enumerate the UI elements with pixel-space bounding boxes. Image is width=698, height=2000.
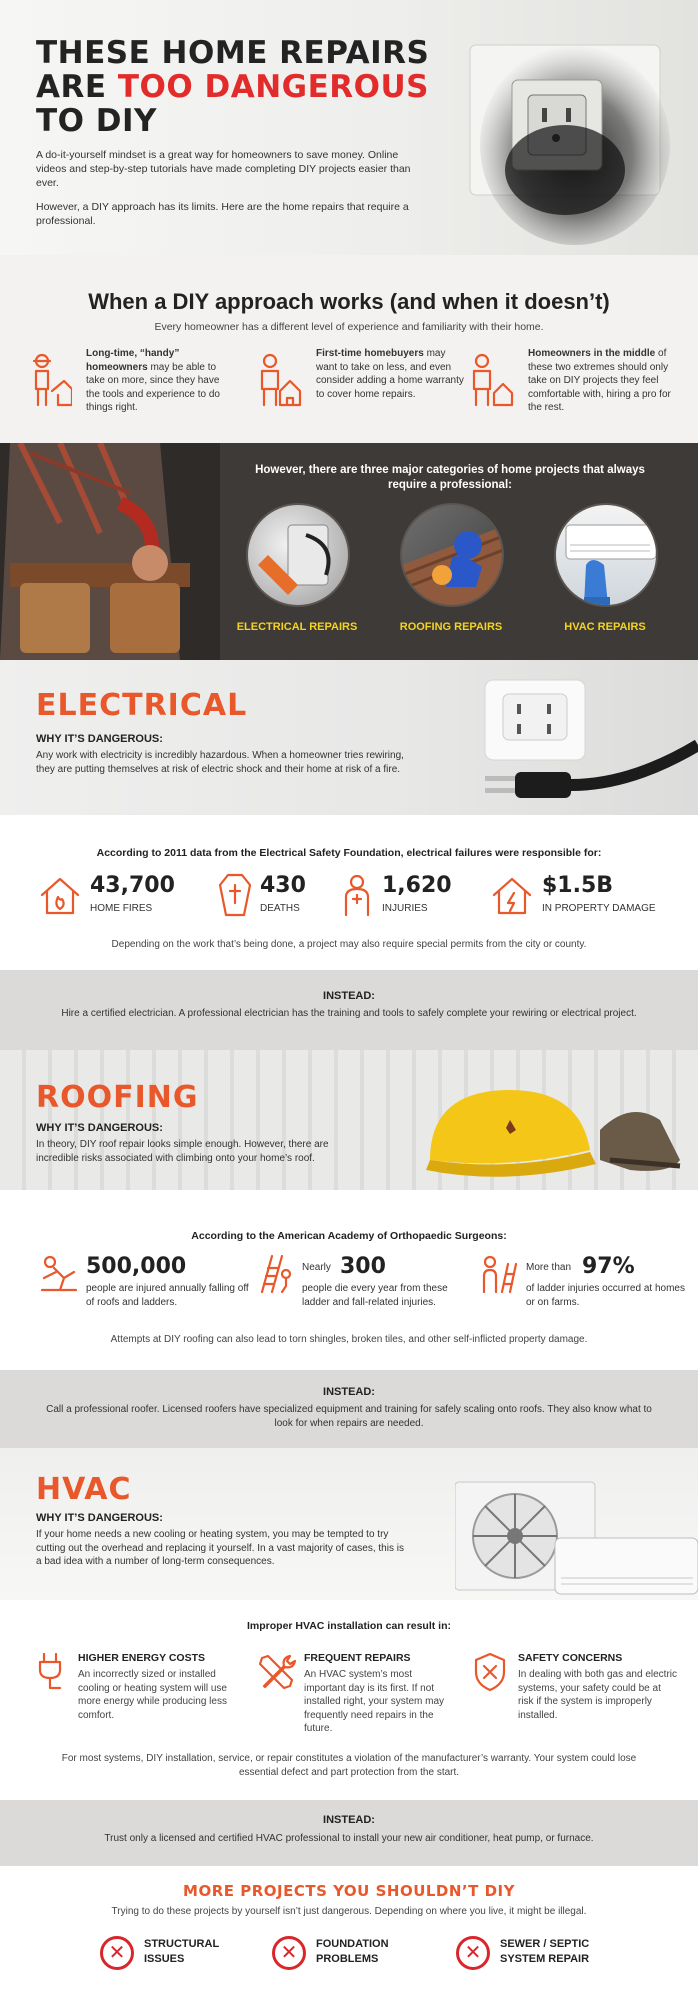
category-electrical bbox=[232, 503, 362, 653]
handyman-icon bbox=[28, 351, 72, 411]
categories-section bbox=[0, 443, 698, 660]
stat-home-fires-label: HOME FIRES bbox=[90, 903, 153, 914]
hvac-repair-image bbox=[554, 503, 658, 607]
stat-deaths-label: DEATHS bbox=[260, 903, 300, 914]
roofing-stat-percent-text: of ladder injuries occurred at homes or on farms. bbox=[526, 1283, 685, 1308]
homebuyer-icon bbox=[258, 351, 302, 411]
stat-home-fires-value: 43,700 bbox=[90, 873, 175, 898]
roofing-stat-percent-prefix: More than bbox=[526, 1262, 572, 1273]
roofing-repair-image bbox=[400, 503, 504, 607]
electrical-title: ELECTRICAL bbox=[36, 688, 248, 723]
roofing-instead-text: Call a professional roofer. Licensed roofers have specialized equipment and training for safely scaling onto roofs. They also know what to look for when repairs are needed. bbox=[46, 1404, 652, 1429]
roofing-stat-deaths-prefix: Nearly bbox=[302, 1262, 331, 1273]
more-item-sewer-line2: SYSTEM REPAIR bbox=[500, 1953, 590, 1965]
hvac-item-safety-text: In dealing with both gas and electric systems, your safety could be at risk if the system is improperly installed. bbox=[518, 1669, 677, 1721]
diy-item-middle-bold: Homeowners in the middle bbox=[528, 348, 656, 359]
diy-item-handy-desc: may be able to take on more, since they have the tools and experience to do things right. bbox=[86, 361, 220, 413]
stat-injuries-value: 1,620 bbox=[382, 873, 452, 898]
more-projects-section bbox=[0, 1866, 698, 2000]
more-item-foundation-line1: FOUNDATION bbox=[316, 1938, 389, 1950]
hero-title-highlight: TOO DANGEROUS bbox=[117, 69, 430, 105]
diy-subheading: Every homeowner has a different level of experience and familiarity with their home. bbox=[154, 321, 544, 333]
hvac-item-repairs bbox=[258, 1652, 468, 1762]
hvac-item-safety-heading: SAFETY CONCERNS bbox=[518, 1652, 623, 1664]
diy-item-handy-text bbox=[86, 347, 236, 415]
hero-title bbox=[36, 36, 456, 138]
falling-person-icon bbox=[40, 1254, 78, 1294]
diy-item-middle-text bbox=[528, 347, 683, 415]
wall-outlet-plug-image bbox=[455, 660, 698, 815]
electrical-instead-text: Hire a certified electrician. A professional electrician has the training and tools to safely complete your rewiring or electrical project. bbox=[61, 1008, 637, 1019]
hvac-instead-text: Trust only a licensed and certified HVAC professional to install your new air conditioner, heat pump, or furnace. bbox=[104, 1833, 594, 1844]
x-circle-icon: ✕ bbox=[272, 1936, 306, 1970]
stat-deaths-value: 430 bbox=[260, 873, 306, 898]
hero-section bbox=[0, 0, 698, 255]
hvac-title: HVAC bbox=[36, 1472, 132, 1507]
hero-title-line2-prefix: ARE bbox=[36, 69, 118, 105]
electrical-why-text: Any work with electricity is incredibly hazardous. When a homeowner tries rewiring, they are putting themselves at risk of electric shock and their home at risk of a fire. bbox=[36, 750, 404, 775]
hero-title-line3: TO DIY bbox=[36, 103, 158, 139]
roofing-instead-band bbox=[0, 1370, 698, 1448]
burnt-outlet-image bbox=[440, 20, 698, 255]
electrical-why-heading: WHY IT’S DANGEROUS: bbox=[36, 733, 163, 745]
stat-injuries bbox=[340, 873, 480, 933]
stat-property-damage bbox=[490, 873, 690, 933]
more-item-structural bbox=[100, 1934, 260, 1978]
diy-item-firsttime bbox=[258, 347, 468, 427]
electrical-stats-section bbox=[0, 815, 698, 970]
roofing-stat-deaths-text: people die every year from these ladder and fall-related injuries. bbox=[302, 1283, 448, 1308]
electrical-repair-image bbox=[246, 503, 350, 607]
electrical-hero bbox=[0, 660, 698, 815]
category-roofing-label: ROOFING REPAIRS bbox=[399, 621, 503, 633]
x-circle-icon: ✕ bbox=[456, 1936, 490, 1970]
stat-property-damage-label: IN PROPERTY DAMAGE bbox=[542, 903, 656, 914]
hvac-item-energy-heading: HIGHER ENERGY COSTS bbox=[78, 1652, 205, 1664]
hvac-why-heading: WHY IT’S DANGEROUS: bbox=[36, 1512, 163, 1524]
shield-x-icon bbox=[472, 1652, 508, 1692]
ladder-home-icon bbox=[480, 1254, 518, 1294]
more-item-sewer bbox=[456, 1934, 636, 1978]
roofing-stat-injured bbox=[40, 1254, 250, 1324]
homeowner-icon bbox=[470, 351, 514, 411]
hvac-item-repairs-heading: FREQUENT REPAIRS bbox=[304, 1652, 411, 1664]
category-hvac-label: HVAC REPAIRS bbox=[564, 621, 646, 633]
hero-paragraph-1: A do-it-yourself mindset is a great way for homeowners to save money. Online videos and step-by-step tutorials have made completing DIY projects easier than ever. bbox=[36, 149, 411, 189]
category-hvac bbox=[540, 503, 670, 653]
electrical-stat-intro: According to 2011 data from the Electrical Safety Foundation, electrical failures were responsible for: bbox=[96, 847, 602, 859]
hvac-item-energy bbox=[36, 1652, 246, 1752]
diy-heading: When a DIY approach works (and when it doesn’t) bbox=[88, 289, 610, 314]
roofing-stat-deaths-value: 300 bbox=[340, 1254, 386, 1279]
roofing-hero bbox=[0, 1050, 698, 1190]
roofing-stats-section bbox=[0, 1190, 698, 1370]
worker-tool-belt-image bbox=[0, 443, 220, 660]
category-roofing bbox=[386, 503, 516, 653]
diy-item-firsttime-text bbox=[316, 347, 466, 401]
more-projects-sub: Trying to do these projects by yourself isn’t just dangerous. Depending on where you live, it might be illegal. bbox=[111, 1906, 587, 1917]
house-fire-icon bbox=[38, 873, 82, 917]
roofing-stat-injured-text: people are injured annually falling off of roofs and ladders. bbox=[86, 1283, 249, 1308]
more-item-structural-line2: ISSUES bbox=[144, 1953, 185, 1965]
diy-item-middle bbox=[470, 347, 685, 427]
hvac-item-energy-text: An incorrectly sized or installed cooling or heating system will use more energy while producing less comfort. bbox=[78, 1669, 227, 1721]
hero-title-line1: THESE HOME REPAIRS bbox=[36, 35, 430, 71]
hvac-instead-heading: INSTEAD: bbox=[323, 1814, 375, 1826]
more-item-foundation bbox=[272, 1934, 432, 1978]
hvac-stat-intro: Improper HVAC installation can result in: bbox=[246, 1620, 451, 1632]
roofing-why-heading: WHY IT’S DANGEROUS: bbox=[36, 1122, 163, 1134]
electrical-instead-band bbox=[0, 970, 698, 1050]
diy-item-middle-desc: of these two extremes should only take on DIY projects they feel comfortable with, hiring a pro for the rest. bbox=[528, 348, 671, 413]
roofing-stat-deaths bbox=[256, 1254, 456, 1334]
diy-section bbox=[0, 255, 698, 443]
diy-item-handy-bold: Long-time, “handy” homeowners bbox=[86, 348, 180, 373]
roofing-instead-heading: INSTEAD: bbox=[323, 1386, 375, 1398]
plug-icon bbox=[36, 1652, 66, 1692]
hvac-item-safety bbox=[472, 1652, 687, 1752]
stat-property-damage-value: $1.5B bbox=[542, 873, 614, 898]
roofing-note: Attempts at DIY roofing can also lead to torn shingles, broken tiles, and other self-inflicted property damage. bbox=[110, 1334, 588, 1345]
more-item-sewer-line1: SEWER / SEPTIC bbox=[500, 1938, 590, 1950]
electrical-note: Depending on the work that’s being done, a project may also require special permits from the city or county. bbox=[111, 939, 587, 950]
categories-intro: However, there are three major categories of home projects that always require a professional: bbox=[255, 464, 645, 491]
roofing-title: ROOFING bbox=[36, 1080, 199, 1115]
more-projects-heading: MORE PROJECTS YOU SHOULDN’T DIY bbox=[183, 1882, 515, 1900]
ac-unit-image bbox=[455, 1478, 698, 1600]
hardhat-boots-image bbox=[420, 1080, 698, 1190]
diy-item-handy bbox=[28, 347, 238, 427]
roofing-stat-injured-value: 500,000 bbox=[86, 1254, 187, 1279]
more-item-structural-line1: STRUCTURAL bbox=[144, 1938, 220, 1950]
hvac-why-text: If your home needs a new cooling or heating system, you may be tempted to try cutting out the overhead and replacing it yourself. In a vast majority of cases, this is a bad idea with a number of long-term consequences. bbox=[36, 1529, 404, 1567]
stat-deaths bbox=[218, 873, 328, 933]
hero-paragraph-2: However, a DIY approach has its limits. Here are the home repairs that require a professional. bbox=[36, 201, 409, 227]
stat-injuries-label: INJURIES bbox=[382, 903, 428, 914]
wrench-screwdriver-icon bbox=[258, 1652, 296, 1692]
ladder-fall-icon bbox=[256, 1254, 294, 1294]
stat-home-fires bbox=[38, 873, 188, 933]
category-electrical-label: ELECTRICAL REPAIRS bbox=[236, 621, 358, 633]
roofing-why-text: In theory, DIY roof repair looks simple enough. However, there are incredible risks associated with climbing onto your home’s roof. bbox=[36, 1139, 329, 1164]
hvac-instead-band bbox=[0, 1800, 698, 1866]
hvac-note: For most systems, DIY installation, service, or repair constitutes a violation of the manufacturer’s warranty. Your system could lose essential defect and part protection from the start. bbox=[61, 1753, 637, 1778]
house-lightning-icon bbox=[490, 873, 534, 917]
coffin-icon bbox=[218, 873, 252, 917]
more-item-foundation-line2: PROBLEMS bbox=[316, 1953, 379, 1965]
hvac-hero bbox=[0, 1448, 698, 1600]
roofing-stat-percent-value: 97% bbox=[582, 1254, 635, 1279]
electrical-instead-heading: INSTEAD: bbox=[323, 990, 375, 1002]
x-circle-icon: ✕ bbox=[100, 1936, 134, 1970]
diy-item-firsttime-bold: First-time homebuyers bbox=[316, 348, 424, 359]
diy-item-firsttime-desc: may want to take on less, and even consider adding a home warranty to cover home repairs. bbox=[316, 348, 464, 400]
hvac-results-section bbox=[0, 1600, 698, 1800]
injured-person-icon bbox=[340, 873, 374, 917]
roofing-stat-intro: According to the American Academy of Orthopaedic Surgeons: bbox=[191, 1230, 507, 1242]
roofing-stat-percent bbox=[480, 1254, 690, 1324]
hvac-item-repairs-text: An HVAC system’s most important day is its first. If not installed right, your system may frequently need repairs in the future. bbox=[304, 1669, 445, 1734]
